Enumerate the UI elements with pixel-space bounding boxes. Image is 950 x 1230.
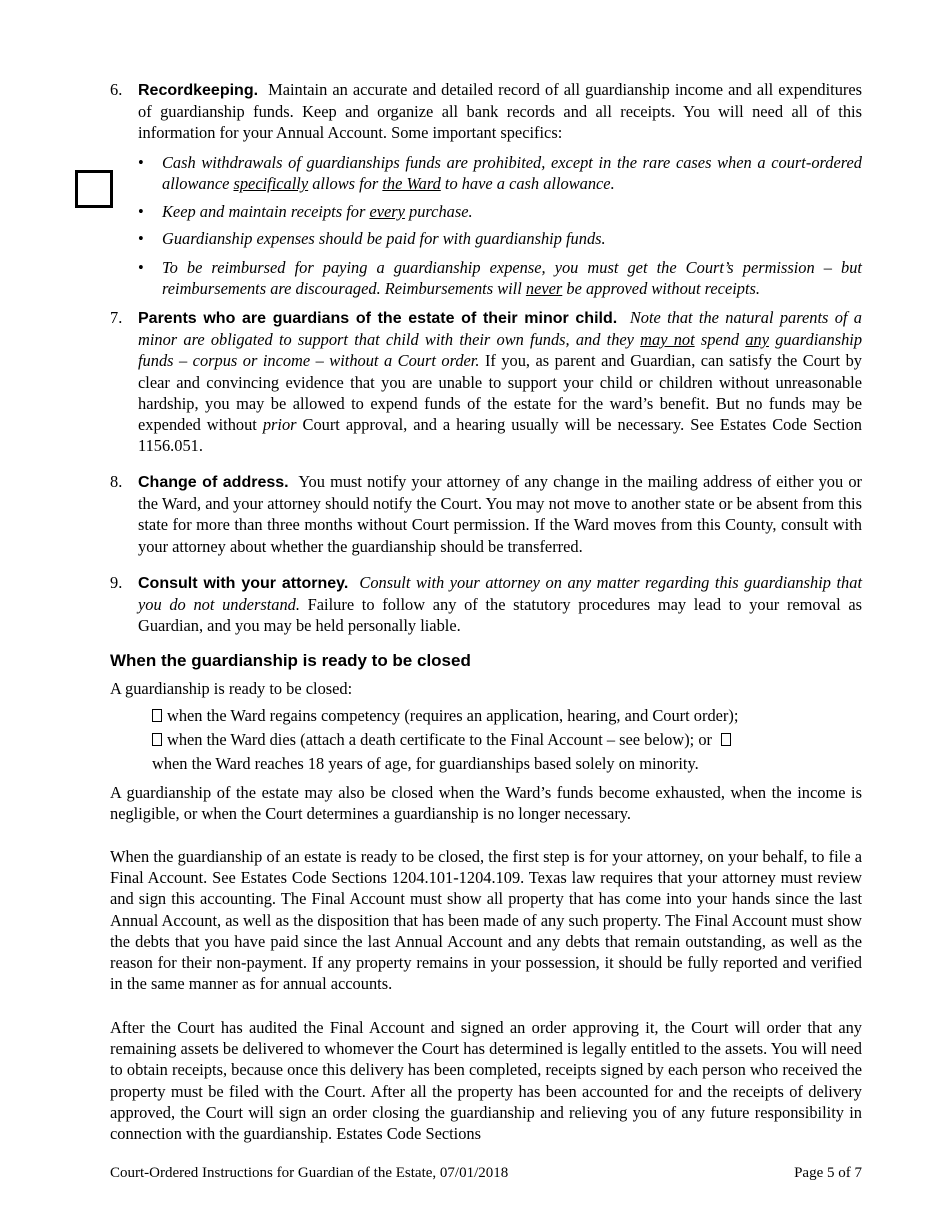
closing-paragraph-1: A guardianship of the estate may also be closed when the Ward’s funds become exhausted, when the income is negligible, or when the Court determines a guardianship is no longer necessary. <box>110 783 862 824</box>
section-heading: When the guardianship is ready to be closed <box>110 651 471 670</box>
closing-paragraph-3: After the Court has audited the Final Account and signed an order approving it, the Court will order that any remaining assets be delivered to whomever the Court has determined is legally entitled to the assets. You will need to obtain receipts, because once this delivery has been completed, receipts signed by each person who received the property must be filed with the Court. After all the property has been accounted for and the receipts of delivery approved, the Court will sign an order closing the guardianship and relieving you of any future responsibility in connection with the guardianship. Estates Code Sections <box>110 1018 862 1144</box>
item-8 <box>110 471 862 557</box>
item-6 <box>110 79 862 144</box>
checkbox-icon <box>152 733 162 746</box>
bullet-cash: • Cash withdrawals of guardianships funds are prohibited, except in the rare cases when a court-ordered allowance specifically allows for the Ward to have a cash allowance. <box>138 153 862 194</box>
item-heading: Recordkeeping. <box>138 82 259 99</box>
closing-intro: A guardianship is ready to be closed: <box>110 679 353 698</box>
item-heading: Change of address. <box>138 474 289 491</box>
closing-option-1: when the Ward regains competency (requires an application, hearing, and Court order); <box>152 705 862 726</box>
bullet-expenses: • Guardianship expenses should be paid for with guardianship funds. <box>138 229 606 248</box>
bullet-receipts: • Keep and maintain receipts for every purchase. <box>138 202 473 221</box>
checkbox-icon <box>721 733 731 746</box>
item-9: 9. Consult with your attorney. Consult with your attorney on any matter regarding this guardianship that you do not understand. Failure to follow any of the statutory procedures may lead to your removal as Guardian, and you may be held personally liable. <box>110 573 863 636</box>
checkbox-icon <box>152 709 162 722</box>
item-heading: Consult with your attorney. <box>138 575 349 592</box>
item-text: Maintain an accurate and detailed record of all guardianship income and all expenditures of guardianship funds. Keep and organize all bank records and all receipts. You will need all of this information for your Annual Account. Some important specifics: <box>138 80 862 143</box>
item-heading: Parents who are guardians of the estate of their minor child. <box>138 310 618 327</box>
item-number: 7. <box>110 308 123 327</box>
page-number: Page 5 of 7 <box>794 1165 862 1181</box>
closing-paragraph-2: When the guardianship of an estate is ready to be closed, the first step is for your attorney, on your behalf, to file a Final Account. See Estates Code Sections 1204.101-1204.109. Texas law requires that your attorney must review and sign this accounting. The Final Account must show all property that has come into your hands since the last Annual Account, as well as the disposition that has been made of any such property. The Final Account must show the debts that you have paid since the last Annual Account and any debts that remain outstanding, as well as the reason for their non-payment. If any property remains in your possession, it should be fully reported and verified in the same manner as for annual accounts. <box>110 847 862 994</box>
item-number: 8. <box>110 472 123 491</box>
item-7: 7. Parents who are guardians of the estate of their minor child. Note that the natural parents of a minor are obligated to support that child with their own funds, and they may not spend any guardianship funds – corpus or income – without a Court order. If you, as parent and Guardian, can satisfy the Court by clear and convincing evidence that you are unable to support your child or children without unreasonable hardship, you may be allowed to expend funds of the estate for the ward’s benefit. But no funds may be expended without prior Court approval, and a hearing usually will be necessary. See Estates Code Section 1156.051. <box>110 308 863 456</box>
item-number: 6. <box>110 80 123 99</box>
bullet-reimbursement: • To be reimbursed for paying a guardianship expense, you must get the Court’s permission – but reimbursements are discouraged. Reimbursements will never be approved without receipts. <box>138 258 862 299</box>
checkbox-empty[interactable] <box>75 170 113 208</box>
item-text: You must notify your attorney of any change in the mailing address of either you or the Ward, and your attorney should notify the Court. You may not move to another state or be absent from this state for more than three months without Court permission. If the Ward moves from this County, consult with your attorney about whether the guardianship should be transferred. <box>138 472 863 556</box>
item-number: 9. <box>110 573 123 592</box>
closing-option-2: when the Ward dies (attach a death certificate to the Final Account – see below); or <box>152 729 862 750</box>
footer-title: Court-Ordered Instructions for Guardian of the Estate, 07/01/2018 <box>110 1165 509 1181</box>
closing-option-3: when the Ward reaches 18 years of age, for guardianships based solely on minority. <box>152 754 699 773</box>
